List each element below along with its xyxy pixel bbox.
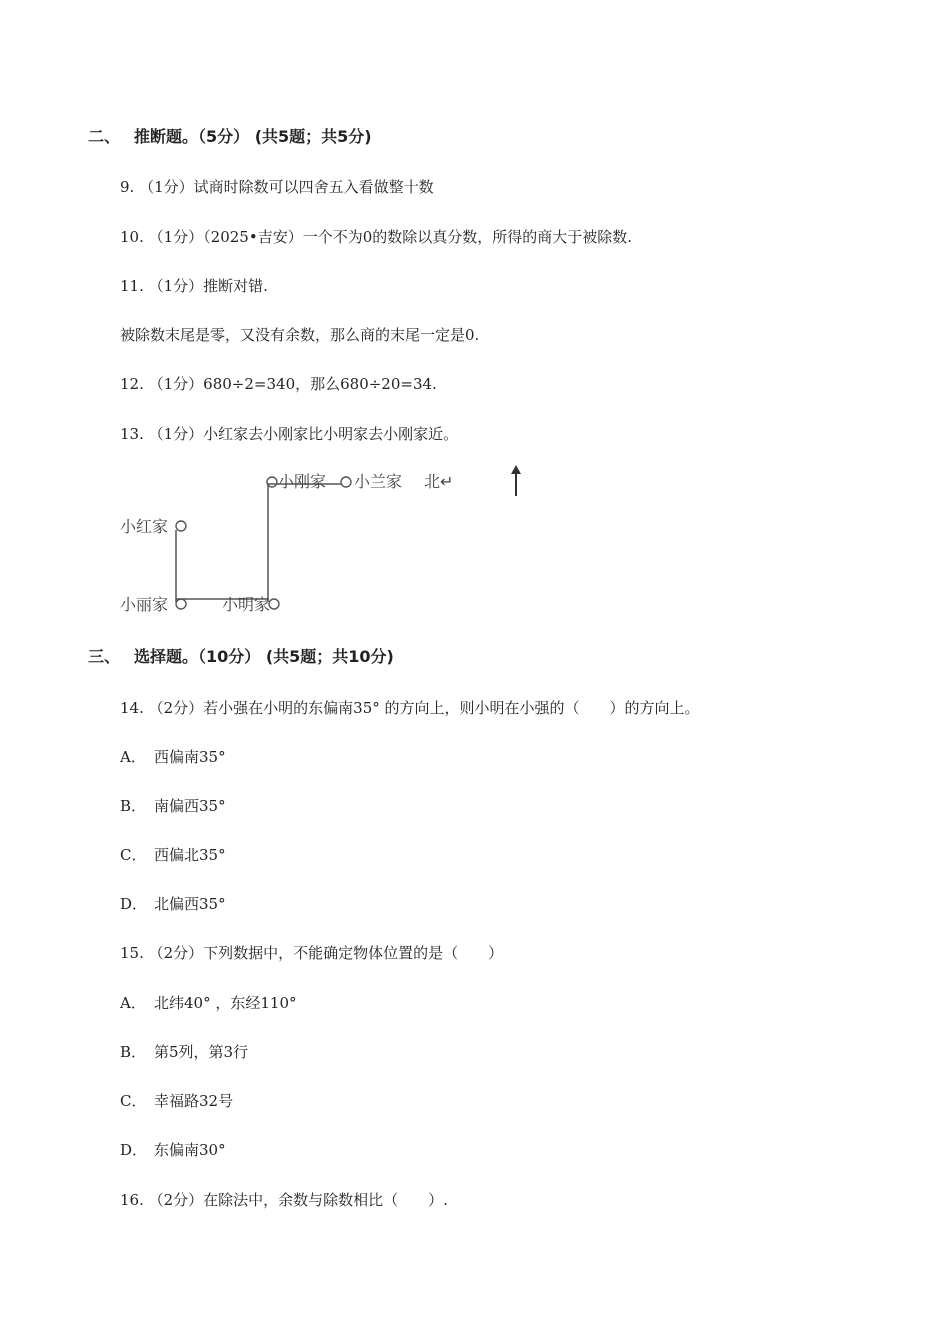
route-map-diagram [110, 462, 550, 620]
question-9: 9. （1分）试商时除数可以四舍五入看做整十数 [120, 178, 434, 196]
option-letter: B． [120, 797, 147, 815]
option-letter: A． [120, 994, 146, 1012]
section-2-number: 二、 [88, 127, 121, 146]
xiaogang-node [267, 477, 277, 487]
question-14-option-d [120, 894, 226, 914]
option-text: 东偏南30° [154, 1141, 226, 1159]
section-2-heading [88, 126, 372, 148]
option-text: 幸福路32号 [154, 1092, 234, 1110]
question-11-statement: 被除数末尾是零，又没有余数，那么商的末尾一定是0. [120, 326, 480, 344]
option-text: 北纬40° ，东经110° [154, 994, 297, 1012]
option-letter: D． [120, 895, 148, 913]
option-letter: A． [120, 748, 146, 766]
option-letter: C． [120, 1092, 147, 1110]
option-text: 南偏西35° [154, 797, 226, 815]
option-text: 第5列，第3行 [154, 1043, 249, 1061]
question-14-option-b [120, 796, 226, 816]
question-12: 12. （1分）680÷2=340，那么680÷20=34. [120, 375, 437, 393]
xiaolan-label: 小兰家 [354, 472, 403, 491]
option-letter: C． [120, 846, 147, 864]
option-letter: B． [120, 1043, 147, 1061]
question-15-option-a [120, 993, 297, 1013]
question-14-option-a [120, 747, 226, 767]
xiaogang-label: 小刚家 [278, 472, 327, 491]
question-15-option-c [120, 1091, 233, 1111]
option-letter: D． [120, 1141, 148, 1159]
xiaohong-node [176, 521, 186, 531]
question-14: 14. （2分）若小强在小明的东偏南35° 的方向上，则小明在小强的（ ）的方向上。 [120, 699, 700, 717]
section-2-title: 推断题。（5分） (共5题；共5分) [134, 127, 372, 146]
section-3-number: 三、 [88, 647, 121, 666]
question-11: 11. （1分）推断对错. [120, 277, 268, 295]
option-text: 北偏西35° [154, 895, 226, 913]
question-15: 15. （2分）下列数据中，不能确定物体位置的是（ ） [120, 944, 504, 962]
question-15-option-d [120, 1140, 226, 1160]
xiaoli-label: 小丽家 [120, 595, 169, 614]
option-text: 西偏北35° [154, 846, 226, 864]
question-13: 13. （1分）小红家去小刚家比小明家去小刚家近。 [120, 425, 459, 443]
section-3-heading [88, 646, 394, 668]
question-15-option-b [120, 1042, 248, 1062]
xiaoming-label: 小明家 [222, 595, 271, 614]
question-16: 16. （2分）在除法中，余数与除数相比（ ）. [120, 1191, 448, 1209]
north-arrow-icon [511, 465, 521, 496]
question-10: 10. （1分）（2025•吉安）一个不为0的数除以真分数，所得的商大于被除数. [120, 228, 633, 246]
question-14-option-c [120, 845, 226, 865]
section-3-title: 选择题。（10分） (共5题；共10分) [134, 647, 394, 666]
option-text: 西偏南35° [154, 748, 226, 766]
xiaolan-node [341, 477, 351, 487]
xiaohong-label: 小红家 [120, 517, 169, 536]
xiaoli-node [176, 599, 186, 609]
north-label: 北↵ [424, 472, 454, 491]
xiaoming-node [269, 599, 279, 609]
